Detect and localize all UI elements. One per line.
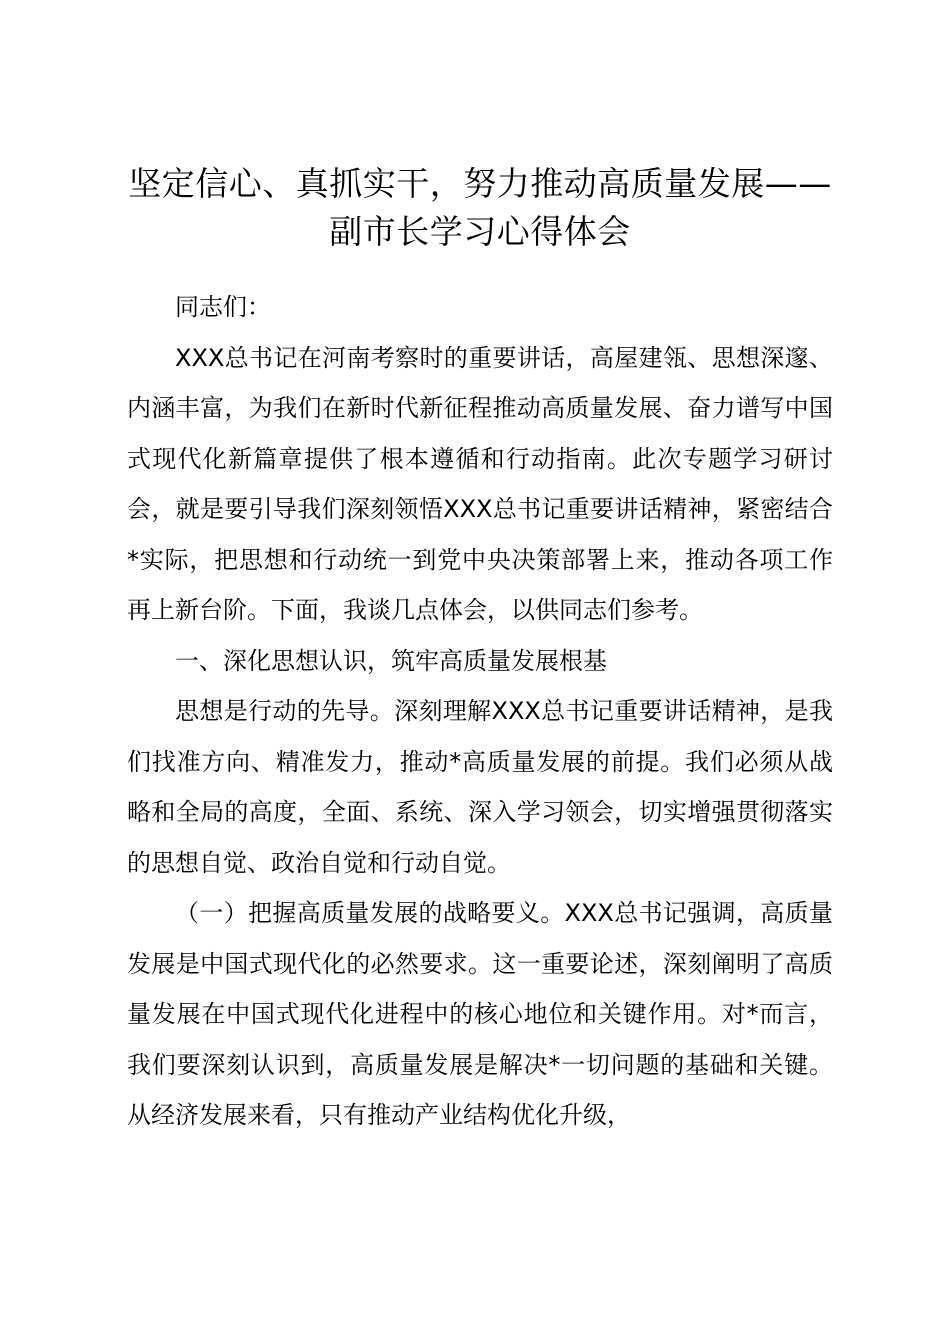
section-heading-1: 一、深化思想认识，筑牢高质量发展根基	[175, 646, 607, 675]
document-title: 坚定信心、真抓实干，努力推动高质量发展——副市长学习心得体会	[128, 164, 832, 251]
paragraph-subsection-1: （一）把握高质量发展的战略要义。XXX总书记强调，高质量发展是中国式现代化的必然要求。这一重要论述，深刻阐明了高质量发展在中国式现代化进程中的核心地位和关键作用。对*而言，我们要深刻认识到，高质量发展是解决*一切问题的基础和关键。从经济发展来看，只有推动产业结构优化升级，	[127, 899, 833, 1129]
salutation: 同志们：	[175, 293, 271, 321]
paragraph-intro: XXX总书记在河南考察时的重要讲话，高屋建瓴、思想深邃、内涵丰富，为我们在新时代新征程推动高质量发展、奋力谱写中国式现代化新篇章提供了根本遵循和行动指南。此次专题学习研讨会，就是要引导我们深刻领悟XXX总书记重要讲话精神，紧密结合*实际，把思想和行动统一到党中央决策部署上来，推动各项工作再上新台阶。下面，我谈几点体会，以供同志们参考。	[127, 343, 833, 624]
paragraph-section-1: 思想是行动的先导。深刻理解XXX总书记重要讲话精神，是我们找准方向、精准发力，推动*高质量发展的前提。我们必须从战略和全局的高度，全面、系统、深入学习领会，切实增强贯彻落实的思想自觉、政治自觉和行动自觉。	[127, 697, 833, 877]
document-body	[127, 282, 833, 1141]
